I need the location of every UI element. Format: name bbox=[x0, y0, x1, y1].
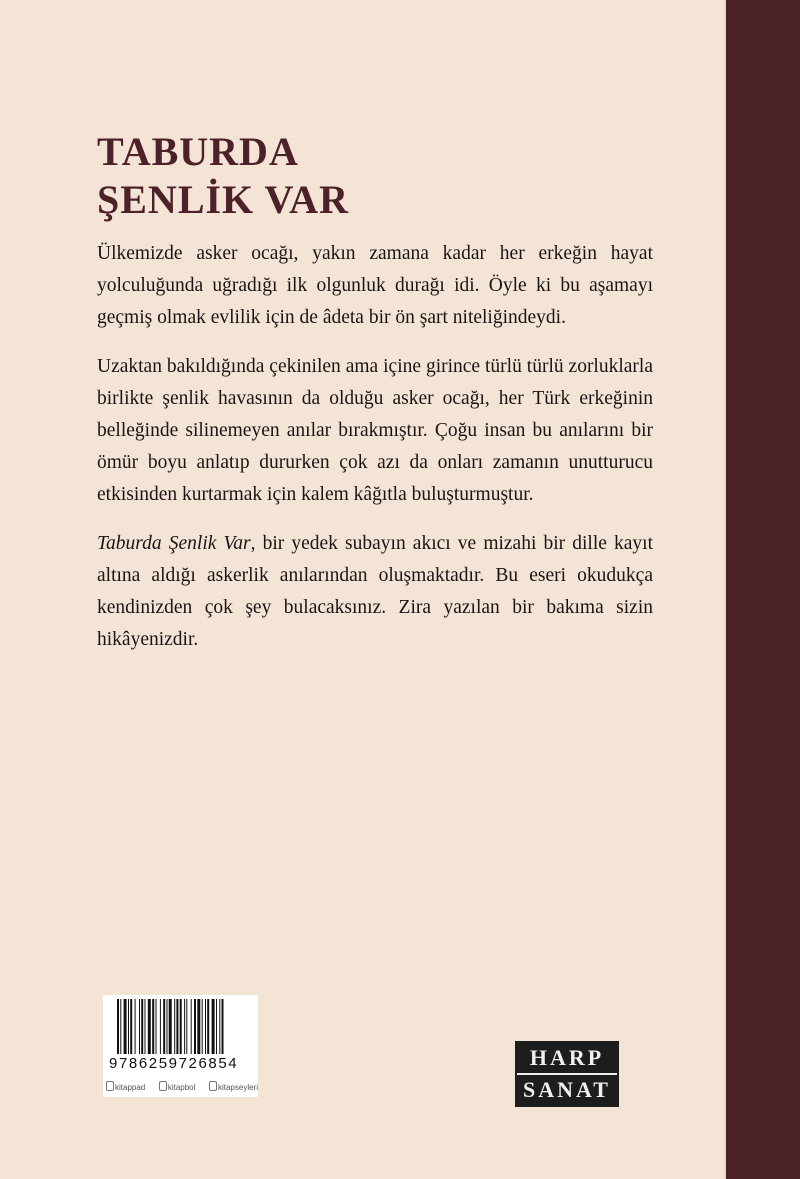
publisher-logo-line-2: SANAT bbox=[523, 1077, 611, 1102]
barcode-bar bbox=[205, 999, 206, 1054]
barcode-bar bbox=[176, 999, 178, 1054]
barcode-bar bbox=[212, 999, 215, 1054]
book-title bbox=[97, 128, 349, 224]
barcode-bar bbox=[148, 999, 151, 1054]
title-line-1: TABURDA bbox=[97, 129, 299, 174]
barcode-bar bbox=[167, 999, 168, 1054]
barcode-bar bbox=[180, 999, 182, 1054]
barcode-bar bbox=[156, 999, 157, 1054]
barcode-bars bbox=[117, 999, 251, 1054]
isbn-barcode bbox=[103, 995, 258, 1097]
barcode-bar bbox=[197, 999, 200, 1054]
retailer-logo-kitapbol bbox=[159, 1081, 196, 1092]
barcode-bar bbox=[194, 999, 196, 1054]
barcode-bar bbox=[174, 999, 175, 1054]
barcode-bar bbox=[222, 999, 224, 1054]
title-line-2: ŞENLİK VAR bbox=[97, 177, 349, 222]
barcode-bar bbox=[186, 999, 187, 1054]
barcode-bar bbox=[117, 999, 119, 1054]
barcode-bar bbox=[128, 999, 129, 1054]
barcode-bar bbox=[169, 999, 172, 1054]
book-title-italic: Taburda Şenlik Var bbox=[97, 533, 251, 554]
barcode-bar bbox=[160, 999, 161, 1054]
retailer-logo-kitapseyleri bbox=[209, 1081, 258, 1092]
barcode-bar bbox=[191, 999, 192, 1054]
blurb-paragraph-2: Uzaktan bakıldığında çekinilen ama içine girince türlü türlü zorluklarla birlikte şenlik havasının da olduğu asker ocağı, her Türk erkeğinin belleğinde silinemeyen anılar bırakmıştır. Çoğu insan bu anılarını bir ömür boyu anlatıp dururken çok azı da onları zamanın unutturucu etkisinden kurtarmak için kalem kâğıtla buluşturmuştur. bbox=[97, 356, 653, 505]
retailer-mark-icon bbox=[159, 1081, 167, 1091]
retailer-mark-icon bbox=[106, 1081, 114, 1091]
publisher-logo bbox=[515, 1041, 619, 1107]
retailer-mark-icon bbox=[209, 1081, 217, 1091]
barcode-bar bbox=[120, 999, 121, 1054]
barcode-bar bbox=[141, 999, 143, 1054]
barcode-bar bbox=[202, 999, 203, 1054]
retailer-name: kitapbol bbox=[167, 1082, 196, 1092]
barcode-bar bbox=[163, 999, 165, 1054]
barcode-bar bbox=[152, 999, 154, 1054]
publisher-logo-line-1: HARP bbox=[517, 1043, 617, 1075]
barcode-bar bbox=[145, 999, 146, 1054]
barcode-bar bbox=[184, 999, 185, 1054]
spine-band bbox=[726, 0, 800, 1179]
back-cover-blurb bbox=[97, 238, 653, 673]
retailer-name: kitappad bbox=[115, 1082, 146, 1092]
retailer-logo-kitappad bbox=[106, 1081, 145, 1092]
barcode-bar bbox=[207, 999, 209, 1054]
retailer-logos bbox=[106, 1079, 258, 1093]
barcode-bar bbox=[219, 999, 220, 1054]
blurb-paragraph-1: Ülkemizde asker ocağı, yakın zamana kadar her erkeğin hayat yolculuğunda uğradığı ilk olgunluk durağı idi. Öyle ki bu aşamayı geçmiş olmak evlilik için de âdeta bir ön şart niteliğindeydi. bbox=[97, 243, 653, 328]
barcode-bar bbox=[124, 999, 127, 1054]
barcode-bar bbox=[135, 999, 136, 1054]
blurb-paragraph-3-text: , bir yedek subayın akıcı ve mizahi bir dille kayıt altına aldığı askerlik anılarından oluşmaktadır. Bu eseri okudukça kendinizden çok şey bulacaksınız. Zira yazılan bir bakıma sizin hikâyenizdir. bbox=[97, 533, 654, 650]
blurb-paragraph-3 bbox=[97, 528, 653, 656]
isbn-number: 9786259726854 bbox=[109, 1055, 239, 1072]
barcode-bar bbox=[139, 999, 140, 1054]
retailer-name: kitapseyleri bbox=[217, 1082, 258, 1092]
barcode-bar bbox=[130, 999, 132, 1054]
barcode-bar bbox=[216, 999, 217, 1054]
